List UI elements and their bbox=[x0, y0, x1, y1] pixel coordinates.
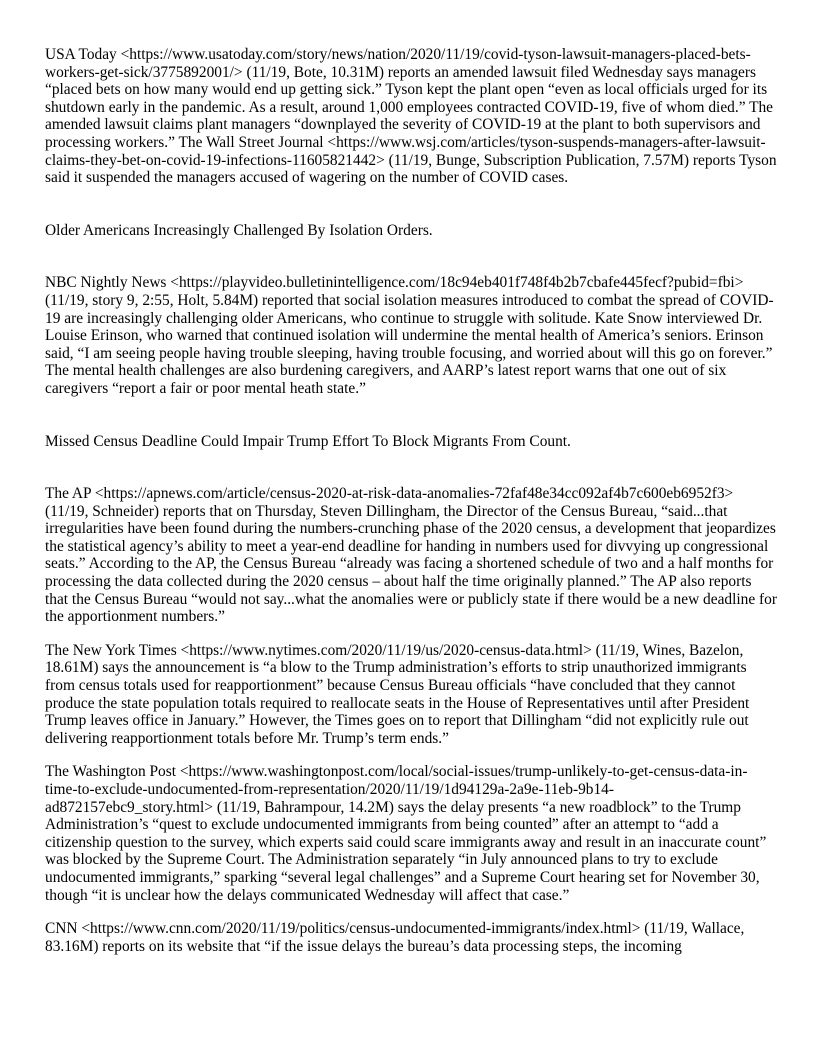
headline-census-deadline: Missed Census Deadline Could Impair Trump Effort To Block Migrants From Count. bbox=[45, 432, 571, 450]
headline-older-americans: Older Americans Increasingly Challenged By Isolation Orders. bbox=[45, 221, 433, 239]
document-page bbox=[45, 46, 778, 955]
article-paragraph-tyson-lawsuit: USA Today <https://www.usatoday.com/story/news/nation/2020/11/19/covid-tyson-lawsuit-managers-placed-bets-workers-get-sick/3775892001/> (11/19, Bote, 10.31M) reports an amended lawsuit filed Wednesday says managers “placed bets on how many would end up getting sick.” Tyson kept the plant open “even as local officials urged for its shutdown early in the pandemic. As a result, around 1,000 employees contracted COVID-19, five of whom died.” The amended lawsuit claims plant managers “downplayed the severity of COVID-19 at the plant to both supervisors and processing workers.” The Wall Street Journal <https://www.wsj.com/articles/tyson-suspends-managers-after-lawsuit-claims-they-bet-on-covid-19-infections-11605821442> (11/19, Bunge, Subscription Publication, 7.57M) reports Tyson said it suspended the managers accused of wagering on the number of COVID cases. bbox=[45, 46, 777, 187]
article-paragraph-cnn-census: CNN <https://www.cnn.com/2020/11/19/politics/census-undocumented-immigrants/index.html> (11/19, Wallace, 83.16M) reports on its website that “if the issue delays the bureau’s data processing steps, the incoming bbox=[45, 920, 745, 955]
article-paragraph-nyt-census: The New York Times <https://www.nytimes.com/2020/11/19/us/2020-census-data.html> (11/19, Wines, Bazelon, 18.61M) says the announcement is “a blow to the Trump administration’s efforts to strip unauthorized immigrants from census totals used for reapportionment” because Census Bureau officials “have concluded that they cannot produce the state population totals required to reallocate seats in the House of Representatives until after President Trump leaves office in January.” However, the Times goes on to report that Dillingham “did not explicitly rule out delivering reapportionment totals before Mr. Trump’s term ends.” bbox=[45, 641, 750, 747]
article-paragraph-wapo-census: The Washington Post <https://www.washingtonpost.com/local/social-issues/trump-unlikely-to-get-census-data-in-time-to-exclude-undocumented-from-representation/2020/11/19/1d94129a-2a9e-11eb-9b14-ad872157ebc9_story.html> (11/19, Bahrampour, 14.2M) says the delay presents “a new roadblock” to the Trump Administration’s “quest to exclude undocumented immigrants from being counted” after an attempt to “add a citizenship question to the survey, which experts said could scare immigrants away and result in an inaccurate count” was blocked by the Supreme Court. The Administration separately “in July announced plans to try to exclude undocumented immigrants,” sparking “several legal challenges” and a Supreme Court hearing set for November 30, though “it is unclear how the delays communicated Wednesday will affect that case.” bbox=[45, 763, 767, 904]
article-paragraph-nbc-isolation: NBC Nightly News <https://playvideo.bulletinintelligence.com/18c94eb401f748f4b2b7cbafe445fecf?pubid=fbi> (11/19, story 9, 2:55, Holt, 5.84M) reported that social isolation measures introduced to combat the spread of COVID-19 are increasingly challenging older Americans, who continue to struggle with solitude. Kate Snow interviewed Dr. Louise Erinson, who warned that continued isolation will undermine the mental health of America’s seniors. Erinson said, “I am seeing people having trouble sleeping, having trouble focusing, and worried about will this go on forever.” The mental health challenges are also burdening caregivers, and AARP’s latest report warns that one out of six caregivers “report a fair or poor mental heath state.” bbox=[45, 274, 774, 397]
article-paragraph-ap-census: The AP <https://apnews.com/article/census-2020-at-risk-data-anomalies-72faf48e34cc092af4b7c600eb6952f3> (11/19, Schneider) reports that on Thursday, Steven Dillingham, the Director of the Census Bureau, “said...that irregularities have been found during the numbers-crunching phase of the 2020 census, a development that jeopardizes the statistical agency’s ability to meet a year-end deadline for handing in numbers used for divvying up congressional seats.” According to the AP, the Census Bureau “already was facing a shortened schedule of two and a half months for processing the data collected during the 2020 census – about half the time originally planned.” The AP also reports that the Census Bureau “would not say...what the anomalies were or publicly state if there would be a new deadline for the apportionment numbers.” bbox=[45, 485, 777, 626]
